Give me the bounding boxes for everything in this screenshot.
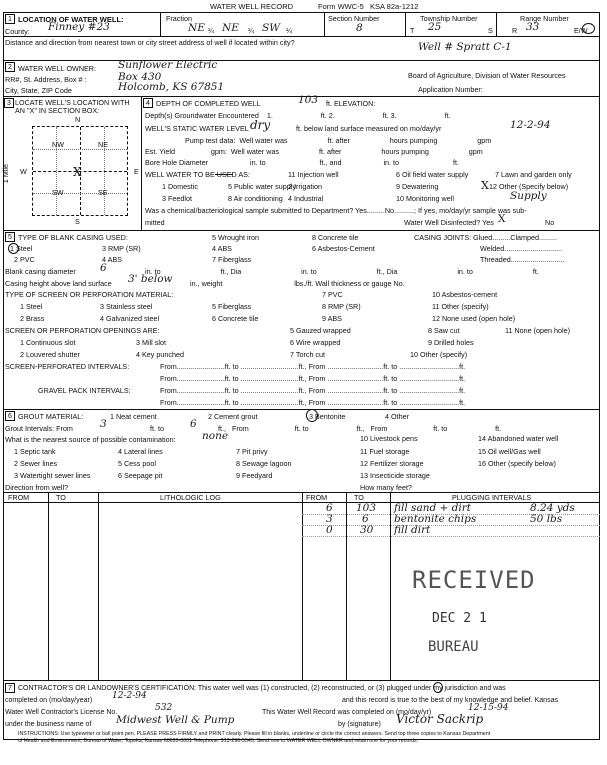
section-7-marker: 7: [5, 683, 15, 693]
ft-to: ft. to: [150, 424, 164, 433]
use-label: WELL WATER TO BE USED AS:: [145, 170, 250, 179]
opening-11[interactable]: 11 None (open hole): [505, 326, 570, 335]
owner-value[interactable]: Sunflower Electric: [118, 59, 218, 71]
instructions: INSTRUCTIONS: Use typewriter or ball point pen. PLEASE PRESS FIRMLY and PRINT clearly. Please fill in blanks, underline or circle the correct answers. Send top three copies to Kansas Department: [18, 731, 491, 737]
screen-5[interactable]: 5 Fiberglass: [212, 302, 252, 311]
section-1-marker: 1: [5, 14, 15, 24]
intervals-rest: ft., From ft. to ft., From ft. to ft.: [218, 424, 502, 433]
range-r: R: [512, 26, 518, 35]
compass-w: W: [20, 167, 27, 176]
township-s: S: [488, 26, 493, 35]
source-3[interactable]: 3 Watertight sewer lines: [14, 471, 91, 480]
form-title: WATER WELL RECORD: [210, 2, 294, 11]
gravel-interval-1[interactable]: From........................ft. to .............................ft., From ............................ft. to ..............................ft.: [160, 386, 466, 395]
screen-1[interactable]: 1 Steel: [20, 302, 43, 311]
section-5-marker: 5: [5, 232, 15, 242]
grout-to-value[interactable]: 6: [190, 418, 197, 430]
source-13[interactable]: 13 Insecticide storage: [360, 471, 430, 480]
perf-interval-1[interactable]: From........................ft. to .............................ft., From ............................ft. to ..............................ft.: [160, 362, 466, 371]
source-15[interactable]: 15 Oil well/Gas well: [478, 447, 541, 456]
application-label: Application Number:: [418, 85, 483, 94]
opening-1[interactable]: 1 Continuous slot: [20, 338, 76, 347]
height-label: Casing height above land surface: [5, 279, 112, 288]
screen-10[interactable]: 10 Asbestos-cement: [432, 290, 498, 299]
grout-label: GROUT MATERIAL:: [18, 412, 84, 421]
screen-9[interactable]: 9 ABS: [322, 314, 342, 323]
bore-diameter: Bore Hole Diameter in. to ft., and in. to ft.: [145, 158, 459, 167]
use-5[interactable]: 11 Injection well: [288, 170, 339, 179]
est-yield: Est. Yield gpm: Well water was ft. after hours pumping gpm: [145, 147, 483, 156]
use-10[interactable]: 10 Monitoring well: [396, 194, 454, 203]
plug-row-1-from[interactable]: 6: [326, 502, 333, 514]
use-1[interactable]: 1 Domestic: [162, 182, 198, 191]
county-label: County:: [5, 27, 30, 36]
license-label: Water Well Contractor's License No.: [5, 709, 118, 716]
screen-2[interactable]: 2 Brass: [20, 314, 45, 323]
use-6[interactable]: 2 Irrigation: [288, 182, 322, 191]
source-4[interactable]: 4 Lateral lines: [118, 447, 163, 456]
quarter-mark: ¼: [286, 26, 292, 35]
contam-value[interactable]: none: [202, 430, 229, 442]
casing-9[interactable]: 6 Asbestos-Cement: [312, 244, 375, 253]
compass-n: N: [75, 115, 81, 124]
plug-row-2-amount[interactable]: 50 lbs: [530, 513, 563, 525]
disinfected-label: Water Well Disinfected? Yes: [404, 218, 494, 227]
grout-2[interactable]: 2 Cement grout: [208, 412, 258, 421]
plug-to-header: TO: [354, 493, 364, 502]
use-3[interactable]: 5 Public water supply: [228, 182, 296, 191]
compass-e: E: [134, 167, 139, 176]
depth-unit: ft. ELEVATION:: [326, 99, 376, 108]
source-8[interactable]: 8 Sewage lagoon: [236, 459, 292, 468]
section-4-marker: 4: [143, 98, 153, 108]
perf-interval-2[interactable]: From........................ft. to .............................ft., From ............................ft. to ..............................ft.: [160, 374, 466, 383]
screen-7[interactable]: 7 PVC: [322, 290, 343, 299]
mile-label: 1 Mile: [0, 164, 10, 184]
disinfected-no[interactable]: No: [545, 218, 555, 227]
opening-6[interactable]: 6 Wire wrapped: [290, 338, 341, 347]
casing-welded: Welded.............................: [480, 244, 563, 253]
section-3-marker: 3: [4, 98, 14, 108]
gravel-interval-2[interactable]: From........................ft. to .............................ft., From ............................ft. to ..............................ft.: [160, 398, 466, 407]
license-rest: This Water Well Record was completed on (mo/day/yr): [262, 709, 432, 716]
quad-ne: NE: [98, 140, 108, 149]
use-12-x: X: [481, 179, 489, 192]
compass-s: S: [75, 217, 80, 226]
casing-threaded: Threaded...........................: [480, 255, 565, 264]
groundwater-line: Depth(s) Groundwater Encountered 1. ft. 2. ft. 3. ft.: [145, 111, 451, 120]
plug-row-1-amount[interactable]: 8.24 yds: [530, 502, 575, 514]
source-12[interactable]: 12 Fertilizer storage: [360, 459, 424, 468]
use-9[interactable]: 9 Dewatering: [396, 182, 439, 191]
source-2[interactable]: 2 Sewer lines: [14, 459, 58, 468]
range-label: Range Number: [520, 14, 569, 23]
opening-9[interactable]: 9 Drilled holes: [428, 338, 474, 347]
city-value[interactable]: Holcomb, KS 67851: [118, 81, 225, 93]
record-completed-date[interactable]: 12-15-94: [468, 703, 509, 713]
openings-label: SCREEN OR PERFORATION OPENINGS ARE:: [5, 326, 160, 335]
fraction-1[interactable]: NE: [188, 22, 205, 34]
depth-value[interactable]: 103: [298, 94, 319, 106]
source-7[interactable]: 7 Pit privy: [236, 447, 268, 456]
source-11[interactable]: 11 Fuel storage: [360, 447, 410, 456]
casing-6[interactable]: 4 ABS: [212, 244, 232, 253]
bureau-stamp: BUREAU: [428, 639, 479, 655]
locate-label: LOCATE WELL'S LOCATION WITH AN "X" IN SECTION BOX:: [15, 98, 130, 116]
source-10[interactable]: 10 Livestock pens: [360, 434, 418, 443]
perf-label: SCREEN-PERFORATED INTERVALS:: [5, 362, 130, 371]
static-rest: ft. below land surface measured on mo/day/yr: [296, 124, 442, 133]
quad-nw: NW: [52, 140, 64, 149]
screen-label: TYPE OF SCREEN OR PERFORATION MATERIAL:: [5, 290, 174, 299]
log-from-header: FROM: [8, 493, 30, 502]
plugged-circle: [433, 682, 443, 693]
casing-label: TYPE OF BLANK CASING USED:: [18, 233, 128, 242]
address-label: RR#, St. Address, Box # :: [5, 75, 87, 84]
casing-joints: CASING JOINTS: Glued.........Clamped.........: [414, 233, 557, 242]
screen-3[interactable]: 3 Stainless steel: [100, 302, 153, 311]
plug-from-header: FROM: [306, 493, 328, 502]
source-5[interactable]: 5 Cess pool: [118, 459, 156, 468]
grout-3[interactable]: 3 Bentonite: [309, 412, 346, 421]
grout-4[interactable]: 4 Other: [385, 412, 409, 421]
opening-3[interactable]: 3 Mill slot: [136, 338, 166, 347]
plug-row-2-to[interactable]: 6: [362, 513, 369, 525]
township-value[interactable]: 25: [428, 21, 442, 33]
screen-11[interactable]: 11 Other (specify): [432, 302, 489, 311]
section-value[interactable]: 8: [356, 22, 363, 34]
casing-8[interactable]: 8 Concrete tile: [312, 233, 359, 242]
casing-4[interactable]: 4 ABS: [102, 255, 122, 264]
date-stamp: DEC 2 1: [432, 611, 487, 626]
use-2[interactable]: 3 Feedlot: [162, 194, 192, 203]
quad-sw: SW: [52, 188, 64, 197]
source-6[interactable]: 6 Seepage pit: [118, 471, 163, 480]
range-w-circle: [582, 23, 595, 34]
screen-8[interactable]: 8 RMP (SR): [322, 302, 361, 311]
plug-row-3-to[interactable]: 30: [360, 524, 374, 536]
section-label: Section Number: [328, 14, 380, 23]
use-7[interactable]: 4 Industrial: [288, 194, 324, 203]
use-4[interactable]: 8 Air conditioning: [228, 194, 283, 203]
casing-2[interactable]: 2 PVC: [14, 255, 35, 264]
blank-dia-value[interactable]: 6: [100, 262, 107, 274]
cert-line-b: completed on (mo/day/year): [5, 697, 93, 704]
cert-line-b-rest: and this record is true to the best of my knowledge and belief. Kansas: [342, 697, 558, 704]
well-name[interactable]: Well # Spratt C-1: [418, 41, 512, 53]
how-many-label: How many feet?: [360, 483, 412, 492]
opening-5[interactable]: 5 Gauzed wrapped: [290, 326, 351, 335]
location-label: LOCATION OF WATER WELL:: [18, 15, 124, 24]
grout-from-value[interactable]: 3: [100, 418, 107, 430]
mitted-label: mitted: [145, 218, 165, 227]
source-9[interactable]: 9 Feedyard: [236, 471, 273, 480]
section-6-marker: 6: [5, 411, 15, 421]
source-1[interactable]: 1 Septic tank: [14, 447, 56, 456]
range-ew: E/W: [574, 26, 588, 35]
quad-se: SE: [98, 188, 108, 197]
screen-12[interactable]: 12 None used (open hole): [432, 314, 516, 323]
plug-row-1-desc[interactable]: fill sand + dirt: [394, 502, 471, 514]
use-11[interactable]: 7 Lawn and garden only: [495, 170, 572, 179]
section-2-marker: 2: [5, 62, 15, 72]
gravel-label: GRAVEL PACK INTERVALS:: [38, 386, 131, 395]
range-value[interactable]: 33: [526, 21, 540, 33]
received-stamp: RECEIVED: [412, 566, 536, 594]
quarter-mark: ¼: [248, 26, 254, 35]
address-value[interactable]: Box 430: [118, 71, 162, 83]
casing-1[interactable]: 1 Steel: [10, 244, 33, 253]
blank-dia-label: Blank casing diameter: [5, 267, 76, 276]
plug-row-3-from[interactable]: 0: [326, 524, 333, 536]
city-label: City, State, ZIP Code: [5, 86, 72, 95]
location-x-mark[interactable]: X: [73, 165, 82, 179]
disinfected-yes-x[interactable]: X: [498, 213, 506, 225]
fraction-label: Fraction: [166, 14, 192, 23]
fraction-2[interactable]: NE: [222, 22, 239, 34]
board-label: Board of Agriculture, Division of Water Resources: [408, 71, 566, 80]
quarter-mark: ¼: [208, 26, 214, 35]
pump-test: Pump test data: Well water was ft. after hours pumping gpm: [185, 136, 492, 145]
casing-5[interactable]: 5 Wrought iron: [212, 233, 260, 242]
use-8[interactable]: 6 Oil field water supply: [396, 170, 469, 179]
business-label: under the business name of: [5, 721, 92, 728]
log-to-header: TO: [56, 493, 66, 502]
casing-3[interactable]: 3 RMP (SR): [102, 244, 141, 253]
signature-value[interactable]: Victor Sackrip: [396, 712, 484, 726]
blank-dia-rest: in. to ft., Dia in. to ft., Dia in. to ft.: [145, 267, 539, 276]
screen-4[interactable]: 4 Galvanized steel: [100, 314, 160, 323]
instructions-2: of Health and Environment, Bureau of Water, Topeka, Kansas 66620-0001 Telephone: 913-296-5545. Send one to WATER WELL OWNER and retain one for your records.: [18, 738, 419, 744]
source-14[interactable]: 14 Abandoned water well: [478, 434, 559, 443]
completed-date[interactable]: 12-2-94: [112, 691, 147, 701]
intervals-label: Grout Intervals: From: [5, 424, 73, 433]
depth-label: DEPTH OF COMPLETED WELL: [156, 99, 261, 108]
litho-header: LITHOLOGIC LOG: [160, 493, 221, 502]
county-value[interactable]: Finney #23: [48, 21, 110, 33]
contam-label: What is the nearest source of possible contamination:: [5, 435, 176, 444]
signature-label: by (signature): [338, 721, 381, 728]
static-value[interactable]: dry: [250, 118, 271, 132]
other-use-value[interactable]: Supply: [510, 190, 547, 202]
static-date[interactable]: 12-2-94: [510, 119, 551, 131]
plug-row-3-desc[interactable]: fill dirt: [394, 524, 431, 536]
screen-6[interactable]: 6 Concrete tile: [212, 314, 259, 323]
plug-row-2-from[interactable]: 3: [326, 513, 333, 525]
plugging-header: PLUGGING INTERVALS: [452, 493, 532, 502]
plug-row-2-desc[interactable]: bentonite chips: [394, 513, 477, 525]
owner-label: WATER WELL OWNER:: [18, 64, 96, 73]
ksa-ref: KSA 82a-1212: [370, 2, 419, 11]
fraction-3[interactable]: SW: [262, 22, 280, 34]
opening-8[interactable]: 8 Saw cut: [428, 326, 460, 335]
source-16[interactable]: 16 Other (specify below): [478, 459, 556, 468]
business-value[interactable]: Midwest Well & Pump: [116, 714, 235, 726]
height-rest: in., weight lbs./ft. Wall thickness or gauge No.: [190, 279, 405, 288]
township-label: Township Number: [420, 14, 478, 23]
township-t: T: [410, 26, 415, 35]
distance-label: Distance and direction from nearest town or city street address of well if located within city?: [5, 38, 295, 47]
chem-question: Was a chemical/bacteriological sample submitted to Department? Yes.........No..........; If yes, mo/day/yr sample was sub-: [145, 206, 527, 215]
opening-4[interactable]: 4 Key punched: [136, 350, 184, 359]
cert-line-a: CONTRACTOR'S OR LANDOWNER'S CERTIFICATION: This water well was (1) constructed, (2) reconstructed, or (3) plugged under my jurisdiction and was: [18, 685, 506, 692]
grout-1[interactable]: 1 Neat cement: [110, 412, 157, 421]
opening-7[interactable]: 7 Torch cut: [290, 350, 326, 359]
license-value[interactable]: 532: [155, 703, 173, 713]
height-value[interactable]: 3' below: [128, 273, 173, 285]
form-number: Form WWC-5: [318, 2, 364, 11]
use-12[interactable]: 12 Other (Specify below): [489, 182, 569, 191]
opening-2[interactable]: 2 Louvered shutter: [20, 350, 80, 359]
casing-7[interactable]: 7 Fiberglass: [212, 255, 252, 264]
direction-label: Direction from well?: [5, 483, 69, 492]
plug-row-1-to[interactable]: 103: [356, 502, 377, 514]
opening-10[interactable]: 10 Other (specify): [410, 350, 468, 359]
static-label: WELL'S STATIC WATER LEVEL: [145, 124, 249, 133]
